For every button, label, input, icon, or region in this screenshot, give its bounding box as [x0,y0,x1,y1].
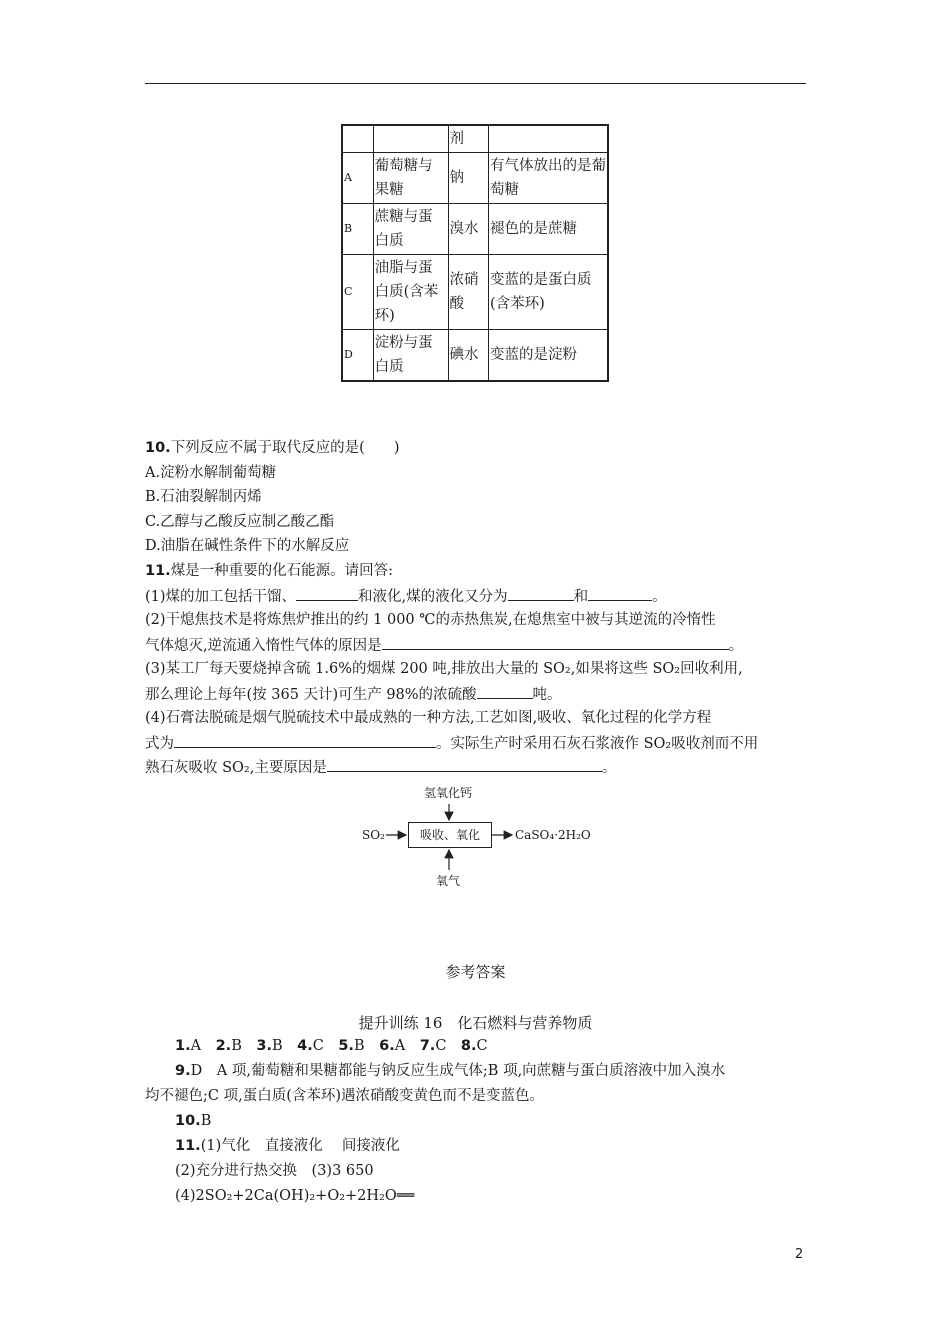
part-3-line-2: 那么理论上每年(按 365 天计)可生产 98%的浓硫酸 吨。 [145,682,758,707]
answer-9-cont: 均不褪色;C 项,蛋白质(含苯环)遇浓硝酸变黄色而不是变蓝色。 [145,1088,545,1104]
header-cell: 剂 [448,125,489,153]
answers-title: 提升训练 16 化石燃料与营养物质 [358,1014,593,1032]
option-d: D.油脂在碱性条件下的水解反应 [145,538,350,554]
option-b: B.石油裂解制丙烯 [145,489,262,505]
row-reagent: 钠 [448,153,489,204]
row-reagent: 浓硝酸 [448,255,489,330]
option-c: C.乙醇与乙酸反应制乙酸乙酯 [145,513,335,530]
answers-heading: 参考答案 [445,963,506,981]
table-row [342,255,608,330]
question-stem: 煤是一种重要的化石能源。请回答: [170,563,394,579]
row-reagent: 溴水 [448,204,489,255]
options-table [341,124,609,382]
input-oxygen: 氧气 [436,874,461,888]
output-gypsum: CaSO₄·2H₂O [515,828,591,842]
row-substances: 蔗糖与蛋白质 [373,204,448,255]
answer-blank[interactable] [382,633,729,650]
question-number: 10. [145,440,171,456]
part-2-line-2: 气体熄灭,逆流通入惰性气体的原因是 。 [145,633,758,658]
mc-answers: 1.A 2.B 3.B 4.C 5.B 6.A 7.C 8.C [175,1038,488,1054]
row-substances: 淀粉与蛋白质 [373,330,448,382]
question-10 [145,436,400,559]
answer-11: 11.(1)气化 直接液化 间接液化 [175,1138,400,1154]
row-key: C [342,255,373,330]
row-key: A [342,153,373,204]
answer-blank[interactable] [588,584,652,601]
table-row [342,125,608,153]
answer-11-part-4: (4)2SO₂+2Ca(OH)₂+O₂+2H₂O══ [175,1188,415,1204]
option-a: A.淀粉水解制葡萄糖 [145,464,277,481]
table-row [342,330,608,382]
part-2-line-1: (2)干熄焦技术是将炼焦炉推出的约 1 000 ℃的赤热焦炭,在熄焦室中被与其逆流的冷惰性 [145,612,716,628]
input-calcium-hydroxide: 氢氧化钙 [424,786,473,800]
question-number: 11. [145,563,171,579]
input-so2: SO₂ [362,828,385,842]
table-row [342,153,608,204]
part-4-line-2: 式为 。实际生产时采用石灰石浆液作 SO₂吸收剂而不用 [145,731,758,756]
row-substances: 油脂与蛋白质(含苯环) [373,255,448,330]
answer-blank[interactable] [296,584,358,601]
answer-blank[interactable] [174,731,436,748]
header-rule [145,83,806,84]
answer-11-part-2: (2)充分进行热交换 (3)3 650 [175,1163,374,1179]
row-result: 褪色的是蔗糖 [489,204,609,255]
process-diagram [362,784,592,894]
row-reagent: 碘水 [448,330,489,382]
part-4-line-3: 熟石灰吸收 SO₂,主要原因是 。 [145,755,758,780]
question-11 [145,559,758,780]
row-substances: 葡萄糖与果糖 [373,153,448,204]
part-4-line-1: (4)石膏法脱硫是烟气脱硫技术中最成熟的一种方法,工艺如图,吸收、氧化过程的化学方程 [145,710,712,726]
table-row [342,204,608,255]
answer-10: 10.B [175,1113,212,1129]
answer-blank[interactable] [508,584,574,601]
part-3-line-1: (3)某工厂每天要烧掉含硫 1.6%的烟煤 200 吨,排放出大量的 SO₂,如果将这些 SO₂回收利用, [145,661,743,677]
answer-blank[interactable] [477,682,533,699]
row-result: 有气体放出的是葡萄糖 [489,153,609,204]
answer-9: 9.D A 项,葡萄糖和果糖都能与钠反应生成气体;B 项,向蔗糖与蛋白质溶液中加入溴水 [175,1063,726,1079]
answer-blank[interactable] [327,755,602,772]
process-box: 吸收、氧化 [408,822,492,848]
answers-block [145,1034,810,1209]
row-result: 变蓝的是蛋白质(含苯环) [489,255,609,330]
page-number: 2 [795,1247,804,1262]
part-1: (1)煤的加工包括干馏、 和液化,煤的液化又分为 和 。 [145,584,758,609]
question-stem: 下列反应不属于取代反应的是( ) [170,440,400,456]
row-result: 变蓝的是淀粉 [489,330,609,382]
row-key: D [342,330,373,382]
row-key: B [342,204,373,255]
